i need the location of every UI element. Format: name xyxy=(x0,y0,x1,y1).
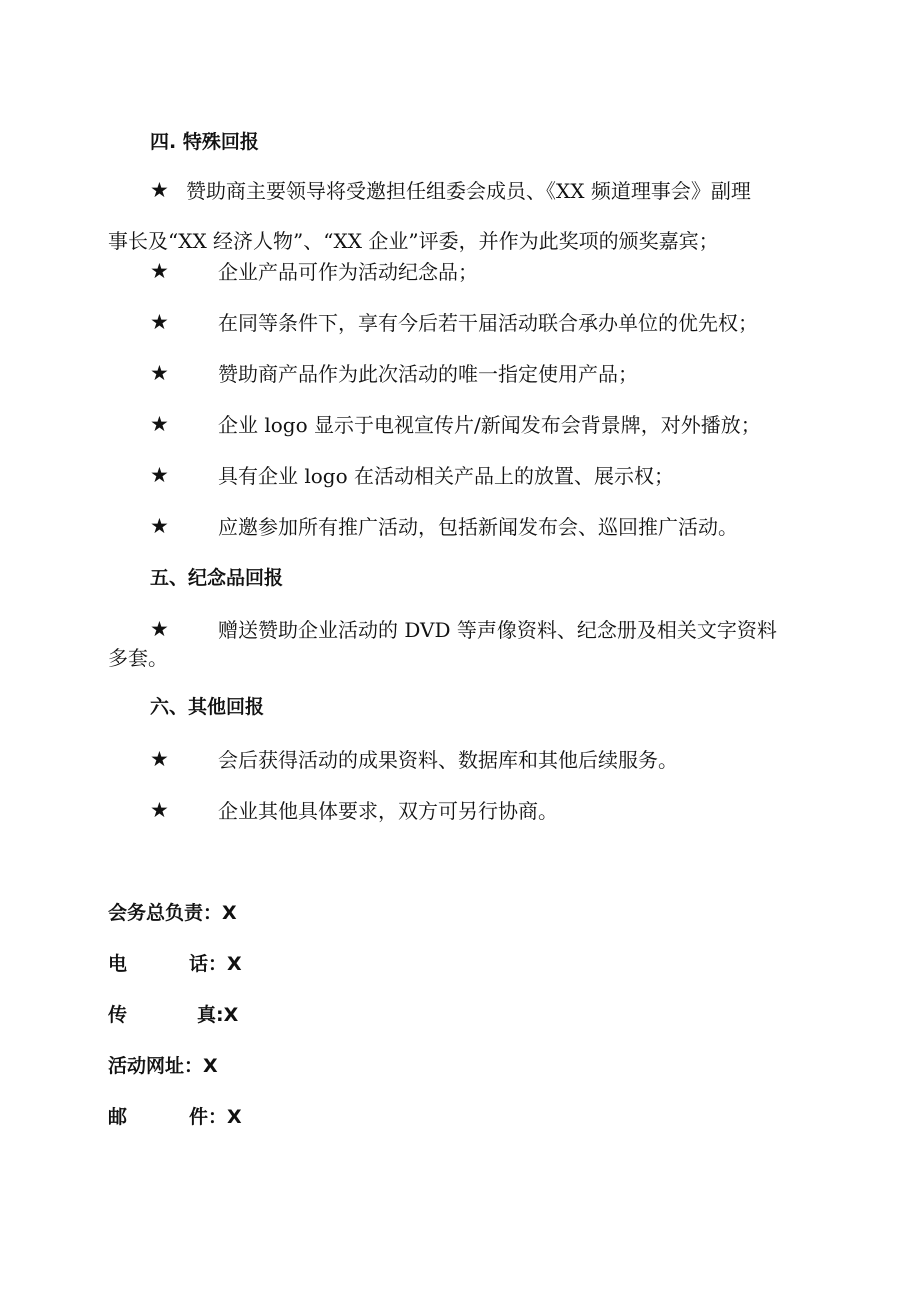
star-icon: ★ xyxy=(150,617,169,641)
section5-item-line2: 多套。 xyxy=(108,646,168,670)
section4-item: 企业 logo 显示于电视宣传片/新闻发布会背景牌，对外播放； xyxy=(218,413,761,437)
contact-fax-label: 传 xyxy=(108,1004,128,1026)
star-icon: ★ xyxy=(150,178,169,202)
section4-item: 应邀参加所有推广活动，包括新闻发布会、巡回推广活动。 xyxy=(218,515,738,539)
star-icon: ★ xyxy=(150,412,169,436)
section4-heading: 四. 特殊回报 xyxy=(150,131,259,153)
contact-email-value: 件：X xyxy=(189,1106,242,1128)
contact-email-label: 邮 xyxy=(108,1106,128,1128)
section6-heading: 六、其他回报 xyxy=(150,696,265,718)
section5-heading: 五、纪念品回报 xyxy=(150,567,284,589)
star-icon: ★ xyxy=(150,747,169,771)
section6-item: 会后获得活动的成果资料、数据库和其他后续服务。 xyxy=(218,748,678,772)
star-icon: ★ xyxy=(150,514,169,538)
contact-website: 活动网址：X xyxy=(108,1055,218,1077)
section6-item: 企业其他具体要求，双方可另行协商。 xyxy=(218,799,558,823)
star-icon: ★ xyxy=(150,259,169,283)
star-icon: ★ xyxy=(150,463,169,487)
section4-item: 在同等条件下，享有今后若干届活动联合承办单位的优先权； xyxy=(218,311,758,335)
section4-item1-line2: 事长及“XX 经济人物”、“XX 企业”评委，并作为此奖项的颁奖嘉宾； xyxy=(108,229,719,253)
contact-phone-label: 电 xyxy=(108,953,128,975)
section4-item: 企业产品可作为活动纪念品； xyxy=(218,260,478,284)
contact-manager: 会务总负责：X xyxy=(108,902,237,924)
star-icon: ★ xyxy=(150,361,169,385)
section4-item: 具有企业 logo 在活动相关产品上的放置、展示权； xyxy=(218,464,674,488)
star-icon: ★ xyxy=(150,310,169,334)
contact-fax-value: 真:X xyxy=(197,1004,239,1026)
section4-item1-line1: 赞助商主要领导将受邀担任组委会成员、《XX 频道理事会》副理 xyxy=(186,179,751,203)
contact-phone-value: 话：X xyxy=(189,953,242,975)
star-icon: ★ xyxy=(150,798,169,822)
section4-item: 赞助商产品作为此次活动的唯一指定使用产品； xyxy=(218,362,638,386)
section5-item-line1: 赠送赞助企业活动的 DVD 等声像资料、纪念册及相关文字资料 xyxy=(218,618,777,642)
